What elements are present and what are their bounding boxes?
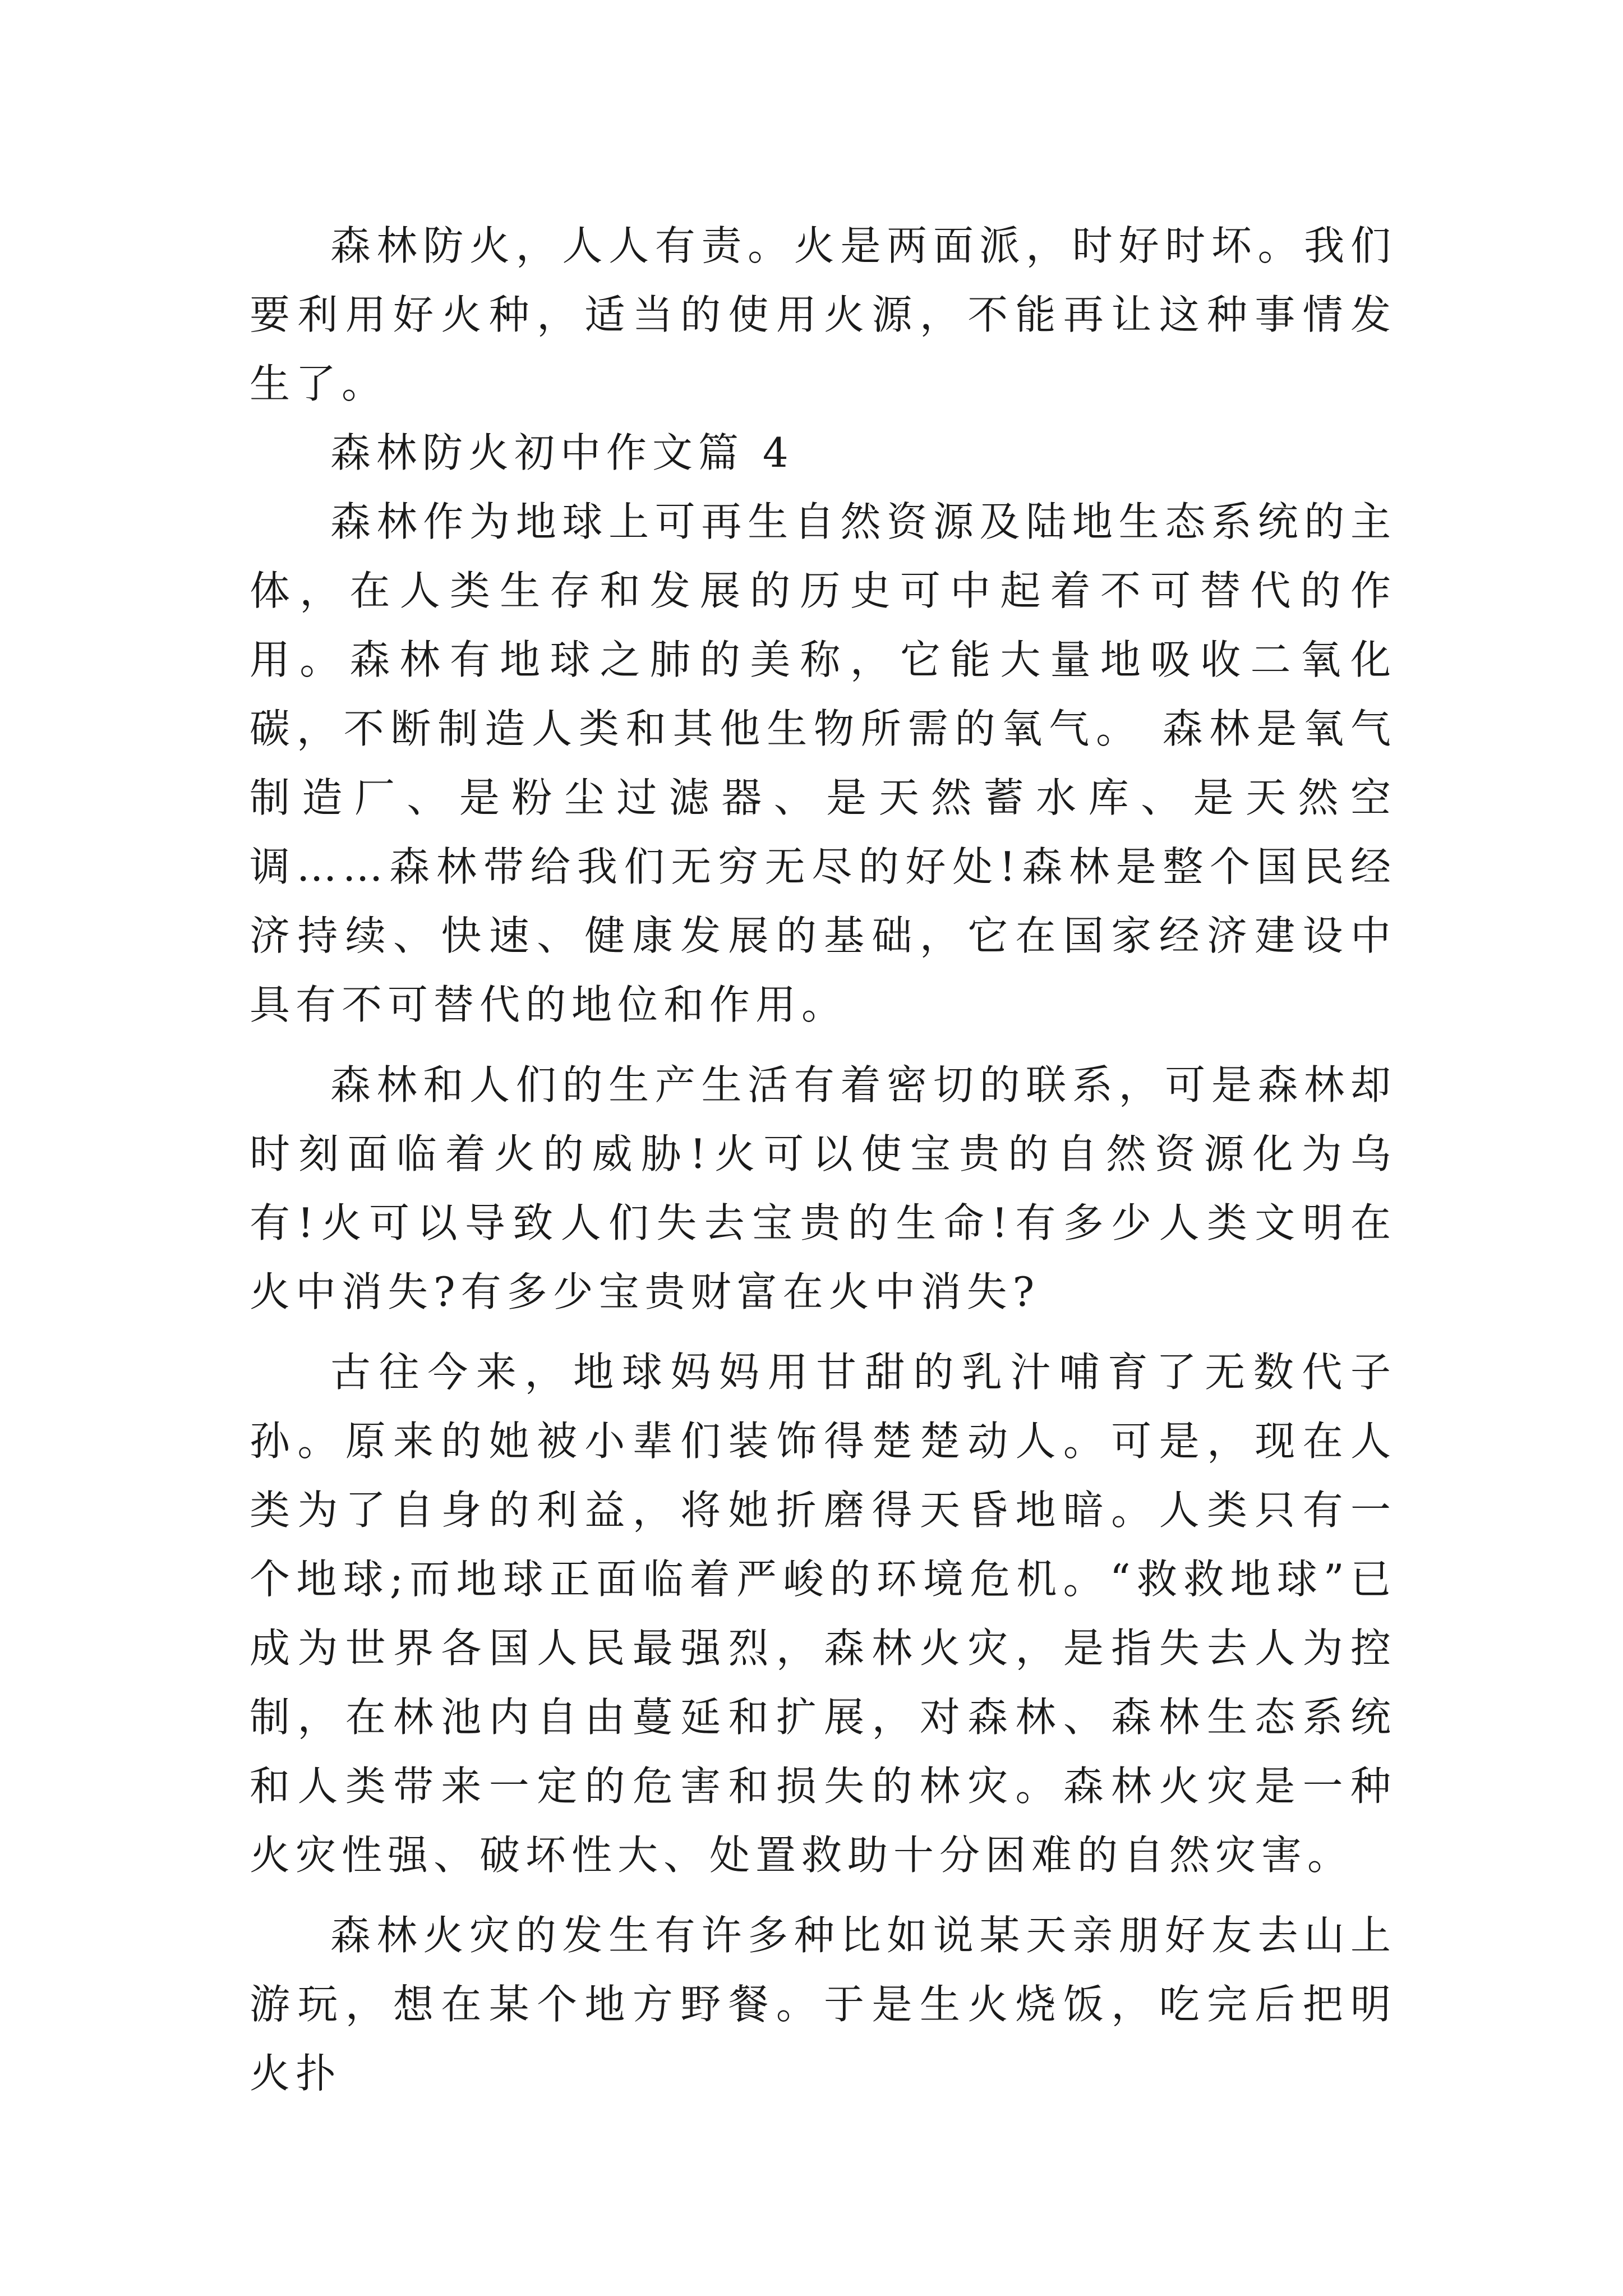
paragraph-fire-responsibility: 森林防火，人人有责。火是两面派，时好时坏。我们要利用好火种，适当的使用火源，不能再让这种事情发生了。	[250, 222, 1396, 407]
paragraph-forest-role: 森林作为地球上可再生自然资源及陆地生态系统的主体，在人类生存和发展的历史可中起着不可替代的作用。森林有地球之肺的美称，它能大量地吸收二氧化碳，不断制造人类和其他生物所需的氧气。 森林是氧气制造厂、是粉尘过滤器、是天然蓄水库、是天然空调……森林带给我们无穷无尽的好处!森林是整个国民经济持续、快速、健康发展的基础，它在国家经济建设中具有不可替代的地位和作用。	[250, 498, 1396, 1028]
paragraph-fire-threat: 森林和人们的生产生活有着密切的联系，可是森林却时刻面临着火的威胁!火可以使宝贵的自然资源化为乌有!火可以导致人们失去宝贵的生命!有多少人类文明在火中消失?有多少宝贵财富在火中消失?	[250, 1061, 1396, 1315]
document-body	[250, 211, 1396, 2108]
paragraph-earth-crisis: 古往今来，地球妈妈用甘甜的乳汁哺育了无数代子孙。原来的她被小辈们装饰得楚楚动人。可是，现在人类为了自身的利益，将她折磨得天昏地暗。人类只有一个地球;而地球正面临着严峻的环境危机。“救救地球”已成为世界各国人民最强烈，森林火灾，是指失去人为控制，在林池内自由蔓延和扩展，对森林、森林生态系统和人类带来一定的危害和损失的林灾。森林火灾是一种火灾性强、破坏性大、处置救助十分困难的自然灾害。	[250, 1349, 1396, 1879]
paragraph-fire-causes: 森林火灾的发生有许多种比如说某天亲朋好友去山上游玩，想在某个地方野餐。于是生火烧饭，吃完后把明火扑	[250, 1912, 1396, 2097]
section-heading: 森林防火初中作文篇 4	[330, 429, 794, 476]
